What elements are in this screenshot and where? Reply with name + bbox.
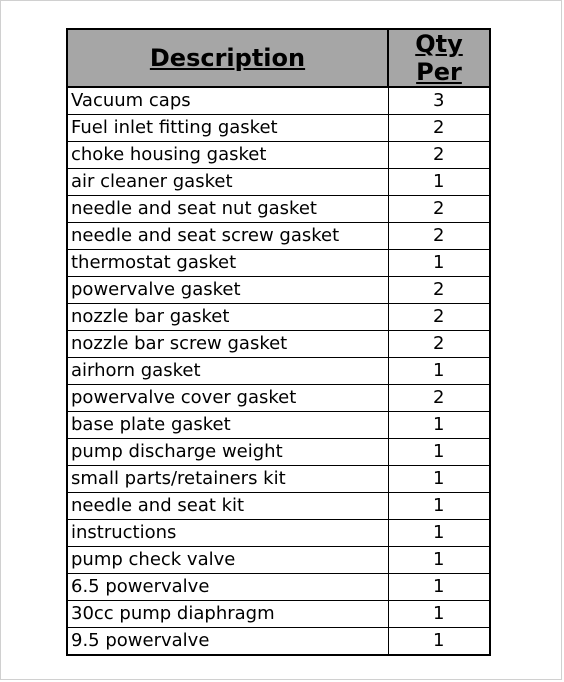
row-description: needle and seat nut gasket [67, 196, 388, 223]
row-description: airhorn gasket [67, 358, 388, 385]
row-description: choke housing gasket [67, 142, 388, 169]
table-row [67, 304, 490, 331]
table-row [67, 520, 490, 547]
table-row [67, 331, 490, 358]
row-description: 30cc pump diaphragm [67, 601, 388, 628]
row-qty: 2 [388, 277, 490, 304]
row-qty: 1 [388, 493, 490, 520]
row-qty: 2 [388, 142, 490, 169]
row-qty: 1 [388, 169, 490, 196]
row-description: pump check valve [67, 547, 388, 574]
row-description: needle and seat kit [67, 493, 388, 520]
row-description: nozzle bar gasket [67, 304, 388, 331]
row-qty: 1 [388, 601, 490, 628]
row-qty: 1 [388, 574, 490, 601]
row-qty: 1 [388, 520, 490, 547]
row-description: powervalve cover gasket [67, 385, 388, 412]
row-description: instructions [67, 520, 388, 547]
row-qty: 1 [388, 628, 490, 656]
table-row [67, 574, 490, 601]
row-qty: 2 [388, 304, 490, 331]
row-description: Vacuum caps [67, 87, 388, 115]
row-qty: 1 [388, 412, 490, 439]
row-qty: 1 [388, 439, 490, 466]
row-qty: 2 [388, 223, 490, 250]
table-row [67, 493, 490, 520]
table-row [67, 169, 490, 196]
table-row [67, 223, 490, 250]
row-qty: 2 [388, 385, 490, 412]
row-qty: 2 [388, 196, 490, 223]
row-description: Fuel inlet fitting gasket [67, 115, 388, 142]
row-description: thermostat gasket [67, 250, 388, 277]
row-qty: 1 [388, 358, 490, 385]
row-description: powervalve gasket [67, 277, 388, 304]
row-description: base plate gasket [67, 412, 388, 439]
row-qty: 1 [388, 250, 490, 277]
row-qty: 3 [388, 87, 490, 115]
table-row [67, 87, 490, 115]
row-description: air cleaner gasket [67, 169, 388, 196]
table-row [67, 358, 490, 385]
row-qty: 1 [388, 466, 490, 493]
table-row [67, 547, 490, 574]
table-row [67, 142, 490, 169]
row-description: needle and seat screw gasket [67, 223, 388, 250]
header-row [67, 29, 490, 87]
table-row [67, 277, 490, 304]
row-description: small parts/retainers kit [67, 466, 388, 493]
table-body [67, 87, 490, 655]
table-row [67, 115, 490, 142]
table-row [67, 385, 490, 412]
table-row [67, 466, 490, 493]
row-qty: 2 [388, 115, 490, 142]
row-description: pump discharge weight [67, 439, 388, 466]
row-qty: 1 [388, 547, 490, 574]
row-description: nozzle bar screw gasket [67, 331, 388, 358]
table-row [67, 628, 490, 656]
table-row [67, 196, 490, 223]
parts-table [66, 28, 491, 656]
table-row [67, 601, 490, 628]
table-row [67, 250, 490, 277]
table-header [67, 29, 490, 87]
row-description: 9.5 powervalve [67, 628, 388, 656]
qty-header: Qty Per [388, 29, 490, 87]
row-description: 6.5 powervalve [67, 574, 388, 601]
description-header: Description [67, 29, 388, 87]
table-row [67, 439, 490, 466]
table-row [67, 412, 490, 439]
row-qty: 2 [388, 331, 490, 358]
